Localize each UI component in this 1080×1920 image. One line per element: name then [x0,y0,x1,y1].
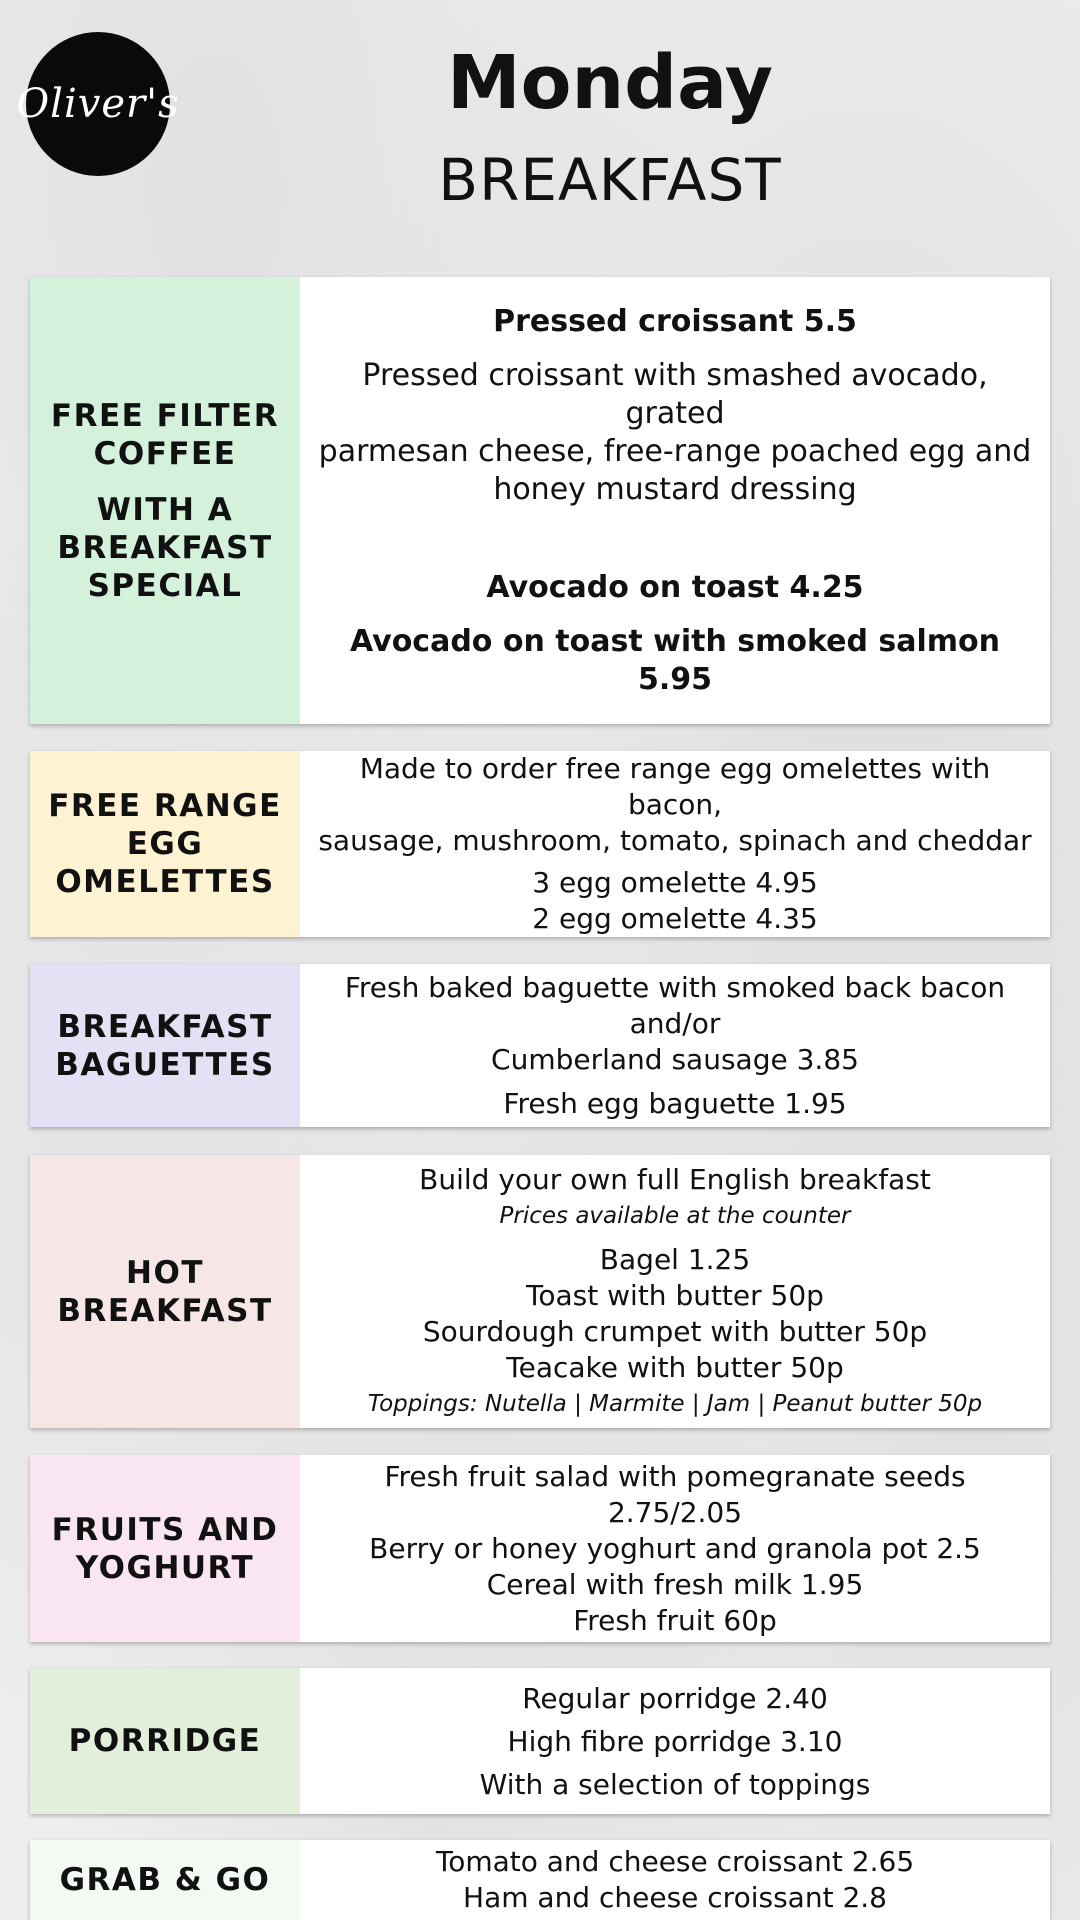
section-label-line: BREAKFAST [57,1008,273,1045]
menu-item-description: Pressed croissant with smashed avocado, grated [362,358,988,431]
menu-item: Regular porridge 2.40 [522,1681,828,1715]
meal-title: BREAKFAST [438,146,782,214]
section-label-line: GRAB & GO [59,1862,271,1898]
section-items [300,1455,1050,1642]
menu-item-description: Fresh baked baguette with smoked back bacon and/or [344,970,1006,1040]
menu-item: Ham and cheese croissant 2.8 [463,1881,887,1914]
section-items [300,1155,1050,1428]
menu-section-omelettes [30,751,1050,937]
section-label-line: COFFEE [93,435,237,472]
section-label [30,964,300,1127]
section-label-line: FREE FILTER [50,397,280,434]
menu-item: Fresh fruit 60p [573,1603,777,1637]
menu-item: With a selection of toppings [479,1767,871,1801]
menu-section-porridge [30,1668,1050,1814]
menu-item: Teacake with butter 50p [506,1350,844,1384]
menu-section-fruits-yoghurt [30,1455,1050,1642]
section-items [300,277,1050,724]
menu-item: Cumberland sausage 3.85 [491,1042,859,1076]
section-label-line: SPECIAL [87,567,243,604]
menu-section-baguettes [30,964,1050,1127]
menu-item: Bagel 1.25 [599,1242,751,1276]
menu-section-breakfast-special [30,277,1050,724]
section-label [30,1840,300,1920]
section-label-line: BREAKFAST [57,529,273,566]
section-items [300,751,1050,937]
menu-section-grab-and-go [30,1840,1050,1920]
section-label-line: WITH A [96,491,234,528]
menu-item: Avocado on toast with smoked salmon 5.95 [349,624,1000,697]
menu-item: Pressed croissant 5.5 [493,304,857,339]
menu-note: Prices available at the counter [499,1202,851,1229]
section-label-line: BAGUETTES [55,1046,275,1083]
day-title: Monday [446,40,774,126]
section-label-line: BREAKFAST [57,1292,273,1329]
menu-section-hot-breakfast [30,1155,1050,1428]
section-items [300,964,1050,1127]
menu-item-description: Build your own full English breakfast [419,1162,931,1196]
section-label-line: PORRIDGE [68,1723,262,1759]
menu-item: Tomato and cheese croissant 2.65 [435,1845,915,1878]
section-label [30,1155,300,1428]
menu-item: Sourdough crumpet with butter 50p [422,1314,928,1348]
section-label-line: FREE RANGE [48,788,282,824]
section-label [30,277,300,724]
menu-item: Toast with butter 50p [526,1278,824,1312]
section-items [300,1668,1050,1814]
menu-item: Cereal with fresh milk 1.95 [486,1567,864,1601]
menu-item: Fresh fruit salad with pomegranate seeds 2.75/2.05 [384,1459,966,1529]
section-items [300,1840,1050,1920]
section-label-line: YOGHURT [75,1549,255,1586]
menu-item-description: Made to order free range egg omelettes with bacon, [359,752,991,821]
section-label [30,1455,300,1642]
section-label-line: OMELETTES [55,864,275,900]
logo-text: Oliver's [16,81,180,127]
section-label-line: FRUITS AND [51,1511,279,1548]
menu-item-description: honey mustard dressing [493,472,857,507]
section-label [30,1668,300,1814]
section-label [30,751,300,937]
menu-item-description: parmesan cheese, free-range poached egg and [318,434,1032,469]
menu-item: Berry or honey yoghurt and granola pot 2.5 [369,1531,981,1565]
menu-item: High fibre porridge 3.10 [507,1724,843,1758]
menu-item: Fresh egg baguette 1.95 [503,1086,847,1120]
menu-item: 2 egg omelette 4.35 [532,902,818,935]
menu-item: Avocado on toast 4.25 [486,570,864,605]
menu-item: 3 egg omelette 4.95 [532,866,818,899]
menu-note: Toppings: Nutella | Marmite | Jam | Peanut butter 50p [367,1390,983,1417]
section-label-line: EGG [126,826,204,862]
menu-item-description: sausage, mushroom, tomato, spinach and cheddar [318,824,1032,857]
section-label-line: HOT [126,1254,204,1291]
